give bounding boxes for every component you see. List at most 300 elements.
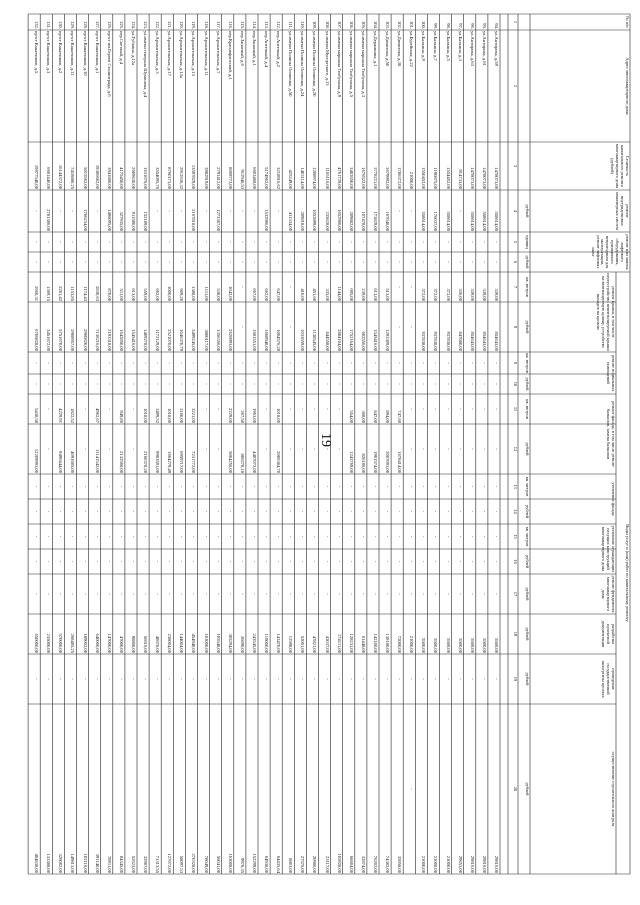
table-cell: 1000,00	[167, 286, 173, 301]
table-cell: 5500,00	[494, 638, 499, 653]
table-cell: 5500,00	[445, 638, 451, 653]
table-cell: -	[203, 362, 209, 364]
table-cell: 1042,00	[227, 286, 233, 301]
table-cell: -	[203, 535, 209, 538]
building-address: ул.Балкина, д.5	[445, 31, 451, 61]
table-cell: -	[94, 362, 100, 364]
building-address: ул.Архангельская, д.17	[167, 31, 173, 76]
table-cell: 12209993,00	[34, 448, 40, 473]
table-cell: -	[215, 593, 221, 595]
table-cell: 2007093,00	[385, 451, 391, 473]
table-cell: 1018,00	[276, 408, 282, 423]
table-cell: -	[191, 362, 197, 364]
row-number: 113.	[264, 21, 270, 29]
table-cell: -	[34, 510, 40, 513]
table-cell: -	[324, 678, 330, 680]
unit-header: кв. метров	[525, 399, 530, 419]
table-cell: 1822,52	[70, 408, 76, 423]
table-cell: -	[167, 593, 173, 595]
table-cell: -	[143, 485, 149, 488]
table-cell: -	[421, 510, 427, 513]
table-cell: 1403114,00	[300, 167, 306, 189]
table-cell: -	[433, 678, 439, 680]
column-number: 18	[513, 631, 518, 637]
table-cell: -	[155, 210, 161, 212]
table-cell: 339,00	[494, 288, 499, 301]
table-cell: -	[70, 535, 76, 538]
table-cell: 2626993,00	[227, 329, 233, 351]
table-cell: -	[227, 261, 233, 263]
table-cell: 7136216,00	[94, 329, 100, 351]
table-cell: 1243769,00	[348, 451, 354, 473]
table-cell: -	[288, 261, 294, 263]
table-cell: -	[82, 678, 88, 680]
table-cell: -	[264, 261, 270, 263]
table-cell: -	[397, 383, 403, 385]
table-cell: -	[34, 210, 40, 212]
table-cell: -	[276, 362, 282, 364]
table-cell: -	[34, 593, 40, 595]
table-cell: 513,00	[385, 288, 391, 301]
table-cell: -	[155, 510, 161, 513]
table-cell: -	[118, 241, 124, 243]
table-cell: -	[445, 485, 451, 488]
table-cell: -	[106, 241, 112, 243]
table-cell: -	[336, 408, 342, 410]
table-cell: -	[131, 241, 136, 243]
table-cell: -	[373, 261, 378, 263]
table-cell: -	[106, 408, 112, 410]
table-cell: 844558,00	[324, 331, 330, 351]
table-cell: 1356356,00	[215, 329, 221, 351]
table-cell: -	[288, 286, 294, 288]
row-number: 112.	[276, 21, 282, 29]
table-cell: -	[494, 535, 499, 538]
table-cell: -	[227, 241, 233, 243]
table-cell: -	[300, 535, 306, 538]
table-cell: -	[106, 593, 112, 595]
table-cell: -	[409, 678, 415, 680]
table-cell: 7231772,00	[191, 451, 197, 473]
building-address: ул.Губкина, д.12а	[131, 31, 136, 66]
table-cell: -	[239, 678, 245, 680]
table-cell: -	[409, 286, 415, 288]
column-number: 14	[513, 509, 518, 514]
building-address: ул.Димитова, д.50	[385, 31, 391, 67]
table-cell: 1138545,00	[312, 329, 318, 351]
table-cell: -	[288, 448, 294, 450]
table-cell: -	[252, 510, 257, 513]
table-cell: 3679992,00	[385, 167, 391, 189]
table-cell: -	[264, 678, 270, 680]
table-cell: -	[131, 678, 136, 680]
table-cell: -	[300, 408, 306, 410]
table-cell: -	[203, 560, 209, 563]
table-cell: -	[469, 678, 475, 680]
table-cell: -	[203, 510, 209, 513]
table-cell: 1369,15	[46, 286, 52, 301]
table-cell: -	[324, 448, 330, 450]
table-cell: 23117,00	[324, 855, 330, 873]
table-cell: -	[324, 510, 330, 513]
table-cell: -	[82, 241, 88, 243]
table-cell: 29816,00	[469, 855, 475, 873]
table-cell: -	[409, 535, 415, 538]
row-number: 106.	[348, 20, 354, 29]
table-cell: -	[58, 241, 64, 243]
table-cell: -	[167, 362, 173, 364]
table-cell: 5500,00	[433, 638, 439, 653]
building-address: ул.Бурейская, д.22	[409, 31, 415, 67]
column-number: 3	[513, 164, 518, 168]
table-cell: 747,60	[397, 410, 403, 423]
table-cell: -	[179, 210, 185, 212]
table-cell: 72000,00	[397, 635, 403, 653]
table-cell: 1963,00	[252, 408, 257, 423]
table-cell: 3982919,00	[203, 167, 209, 189]
table-cell: -	[118, 362, 124, 364]
table-cell: -	[397, 241, 403, 243]
table-cell: 239,00	[360, 288, 366, 301]
row-number: 131.	[46, 20, 52, 29]
table-cell: -	[118, 510, 124, 513]
table-cell: 174111,00	[336, 633, 342, 653]
table-cell: -	[409, 261, 415, 263]
table-cell: -	[34, 560, 40, 563]
row-number: 102.	[397, 20, 403, 29]
row-number: 128.	[82, 20, 88, 29]
table-cell: 1545416,00	[373, 329, 378, 351]
table-cell: 267,50	[239, 410, 245, 423]
table-cell: -	[433, 485, 439, 488]
table-cell: -	[336, 261, 342, 263]
table-cell: 2884104,00	[336, 329, 342, 351]
table-cell: 1664279,49	[167, 451, 173, 473]
table-cell: -	[58, 362, 64, 364]
table-cell: 78911,00	[106, 855, 112, 873]
column-header: утепление фасада	[611, 482, 616, 516]
table-cell: 1293309,00	[385, 329, 391, 351]
building-address: ул.имени Полины Осипенко, д.50	[288, 31, 294, 97]
column-header: ремонт подвальных помещений	[606, 354, 616, 392]
table-cell: 4761729,00	[336, 167, 342, 189]
table-cell: 52623,00	[131, 855, 136, 873]
table-cell: -	[167, 241, 173, 243]
column-number: 16	[513, 559, 518, 564]
table-cell: 937838,00	[445, 331, 451, 351]
table-cell: 914733,00	[457, 169, 463, 189]
table-cell: 2229,00	[227, 408, 233, 423]
table-cell: 189002,00	[82, 633, 88, 653]
row-number: 120.	[179, 20, 185, 29]
row-number: 125.	[118, 20, 124, 29]
table-cell: -	[46, 241, 52, 243]
table-cell: 4091685,00	[70, 451, 76, 473]
table-cell: -	[445, 448, 451, 450]
building-address: пер.Запасный, д.1	[252, 31, 257, 66]
table-cell: 3160,00	[179, 408, 185, 423]
table-cell: 1496095,00	[106, 209, 112, 231]
table-cell: -	[276, 485, 282, 488]
building-address: пер.Аптечный, д.4	[264, 31, 270, 68]
column-header: осуществление строительного контроля	[611, 751, 616, 827]
table-cell: -	[143, 535, 149, 538]
table-cell: -	[264, 383, 270, 385]
table-cell: 454940,00	[191, 633, 197, 653]
table-cell: 1052986,00	[336, 209, 342, 231]
table-cell: -	[227, 210, 233, 212]
building-address: ул.Архангельская, д.3	[155, 31, 161, 74]
table-cell: 662,00	[155, 288, 161, 301]
table-cell: -	[385, 678, 391, 680]
table-cell: 71313,55	[155, 855, 161, 873]
row-number: 95.	[481, 23, 487, 29]
table-cell: -	[397, 593, 403, 595]
table-cell: -	[227, 362, 233, 364]
table-cell: 32874,00	[360, 855, 366, 873]
table-cell: 64938,00	[264, 855, 270, 873]
table-cell: 1172129,00	[155, 329, 161, 351]
table-cell: 5500,00	[481, 638, 487, 653]
column-header: № п/п	[625, 16, 630, 28]
unit-header: рублей	[525, 587, 530, 601]
table-cell: -	[445, 535, 451, 538]
table-cell: -	[276, 261, 282, 263]
table-cell: -	[494, 261, 499, 263]
table-cell: 21000,00	[409, 635, 415, 653]
row-number: 110.	[300, 21, 306, 29]
table-cell: -	[191, 485, 197, 488]
table-cell: -	[131, 560, 136, 563]
table-cell: 3941880,00	[106, 167, 112, 189]
table-cell: -	[94, 241, 100, 243]
unit-header: рублей	[525, 505, 530, 518]
table-cell: 1752164,00	[348, 329, 354, 351]
table-cell: -	[324, 535, 330, 538]
table-cell: -	[445, 408, 451, 410]
table-cell: -	[239, 593, 245, 595]
table-cell: 3218916,62	[276, 167, 282, 189]
table-cell: -	[94, 485, 100, 488]
table-cell: -	[131, 593, 136, 595]
table-cell: -	[131, 408, 136, 410]
table-cell: 372,00	[421, 288, 427, 301]
table-cell: -	[155, 560, 161, 563]
table-cell: -	[70, 560, 76, 563]
table-cell: -	[457, 362, 463, 364]
column-number: 4	[513, 209, 518, 213]
table-cell: -	[82, 560, 88, 563]
table-cell: -	[312, 261, 318, 263]
table-cell: -	[215, 383, 221, 385]
table-cell: -	[46, 362, 52, 364]
table-cell: -	[191, 241, 197, 243]
table-cell: -	[469, 535, 475, 538]
table-cell: 1208974,00	[312, 167, 318, 189]
table-cell: 4229,91	[58, 408, 64, 423]
table-cell: 36690,00	[239, 635, 245, 653]
table-cell: 1018,00	[167, 408, 173, 423]
table-cell: -	[252, 261, 257, 263]
table-cell: -	[336, 383, 342, 385]
column-header: ремонт или замена лифтового оборудования, признанного непригодным для эксплуатации, ремонт лифтовых шахт	[590, 234, 630, 270]
table-cell: -	[239, 485, 245, 488]
table-cell: -	[239, 210, 245, 212]
table-cell: 1668948,00	[264, 329, 270, 351]
table-cell: 650000,00	[34, 633, 40, 653]
table-cell: 11141542,00	[94, 449, 100, 473]
table-cell: -	[421, 535, 427, 538]
table-cell: -	[227, 678, 233, 680]
table-cell: -	[167, 535, 173, 538]
table-cell: 128231,00	[348, 633, 354, 653]
row-number: 100.	[421, 20, 427, 29]
row-number: 94.	[494, 23, 499, 29]
table-cell: -	[409, 326, 415, 328]
table-cell: 144004,00	[179, 633, 185, 653]
table-cell: -	[143, 362, 149, 364]
table-cell: 2281,42	[58, 286, 64, 301]
building-address: пр-кт им.Героев Сталинграда, д.6	[106, 31, 112, 97]
unit-header: рублей	[525, 555, 530, 568]
column-number: 17	[513, 591, 518, 597]
unit-header: рублей	[525, 672, 530, 686]
table-cell: 1550452,00	[421, 167, 427, 189]
table-cell: -	[252, 241, 257, 243]
row-number: 121.	[167, 20, 173, 29]
row-number: 105.	[360, 20, 366, 29]
table-cell: 8760173,00	[167, 167, 173, 189]
table-cell: 305294,00	[227, 633, 233, 653]
table-cell: -	[70, 210, 76, 212]
table-cell: -	[70, 485, 76, 488]
column-header: ремонт фундамента многоквартирного дома	[601, 575, 616, 613]
table-cell: -	[469, 241, 475, 243]
table-cell: -	[360, 261, 366, 263]
table-cell: -	[252, 560, 257, 563]
table-cell: 56041,00	[215, 855, 221, 873]
table-cell: 1388,00	[191, 286, 197, 301]
table-cell: 847,00	[373, 410, 378, 423]
table-cell: 21000,00	[445, 855, 451, 873]
table-cell: -	[34, 485, 40, 488]
table-cell: -	[348, 383, 354, 385]
table-cell: -	[373, 535, 378, 538]
building-address: ул.Димитова, д.38	[397, 31, 403, 67]
table-cell: 1165116,00	[324, 167, 330, 189]
table-cell: 119000,00	[264, 633, 270, 653]
table-cell: 6706828,00	[34, 329, 40, 351]
table-cell: 2960820,00	[82, 329, 88, 351]
table-cell: -	[215, 510, 221, 513]
table-cell: -	[469, 383, 475, 385]
table-cell: 1901574,00	[373, 451, 378, 473]
table-cell: 76202,00	[373, 855, 378, 873]
table-cell: -	[106, 535, 112, 538]
table-cell: 5500,00	[421, 638, 427, 653]
table-cell: 1190875,00	[433, 167, 439, 189]
table-cell: -	[264, 448, 270, 450]
table-cell: 29816,00	[481, 855, 487, 873]
table-cell: -	[300, 261, 306, 263]
table-cell: 8069773,00	[227, 167, 233, 189]
row-number: 127.	[94, 20, 100, 29]
table-cell: 3499,52	[155, 408, 161, 423]
table-cell: -	[433, 241, 439, 243]
table-cell: -	[324, 485, 330, 488]
table-cell: 13597829,00	[191, 164, 197, 189]
table-cell: -	[288, 535, 294, 538]
table-cell: 1478073,00	[481, 167, 487, 189]
table-cell: 372,00	[433, 288, 439, 301]
table-cell: 372,00	[445, 288, 451, 301]
table-cell: -	[288, 593, 294, 595]
table-cell: 243545,00	[252, 633, 257, 653]
row-number: 116.	[227, 21, 233, 29]
table-cell: -	[239, 510, 245, 513]
table-cell: -	[264, 408, 270, 410]
table-cell: -	[239, 261, 245, 263]
table-cell: -	[385, 535, 391, 538]
table-cell: -	[360, 383, 366, 385]
table-cell: -	[118, 535, 124, 538]
building-address: ул.Державина, д.1	[373, 31, 378, 67]
table-cell: -	[106, 448, 112, 450]
table-cell: -	[215, 261, 221, 263]
table-cell: -	[469, 485, 475, 488]
table-cell: -	[409, 560, 415, 563]
table-cell: 64435,64	[276, 855, 282, 873]
table-cell: -	[46, 510, 52, 513]
table-cell: -	[336, 448, 342, 450]
column-header: ремонт фасада, в том числе ремонт балконов, замена балконов	[606, 401, 616, 467]
table-cell: 1678414,00	[397, 451, 403, 473]
column-number: 15	[513, 534, 518, 539]
table-cell: 21000,00	[421, 855, 427, 873]
table-cell: -	[191, 261, 197, 263]
table-cell: -	[397, 485, 403, 488]
unit-header: рублей	[525, 627, 530, 641]
table-cell: -	[445, 362, 451, 364]
table-cell: -	[457, 241, 463, 243]
table-cell: -	[312, 535, 318, 538]
table-cell: -	[312, 593, 318, 595]
table-cell: -	[348, 362, 354, 364]
table-cell: -	[215, 241, 221, 243]
table-cell: 4962,67	[94, 408, 100, 423]
table-cell: -	[118, 560, 124, 563]
table-cell: 451,60	[312, 288, 318, 301]
table-cell: -	[227, 485, 233, 488]
building-address: пр-кт Канатчиков, д.10	[82, 31, 88, 76]
table-cell: -	[457, 485, 463, 488]
table-cell: 98800,00	[131, 635, 136, 653]
table-cell: 2609630,00	[131, 167, 136, 189]
table-cell: 559,00	[143, 288, 149, 301]
table-cell: -	[252, 485, 257, 488]
unit-header: рублей	[525, 255, 530, 269]
table-cell: -	[433, 362, 439, 364]
table-cell: -	[203, 448, 209, 450]
table-cell: 21000,00	[433, 855, 439, 873]
table-cell: 6959717,00	[179, 451, 185, 473]
table-cell: -	[288, 241, 294, 243]
table-cell: 1004576,28	[276, 329, 282, 351]
table-cell: -	[131, 510, 136, 513]
table-cell: -	[397, 510, 403, 513]
page-number: 19	[318, 433, 333, 447]
table-cell: -	[312, 560, 318, 563]
